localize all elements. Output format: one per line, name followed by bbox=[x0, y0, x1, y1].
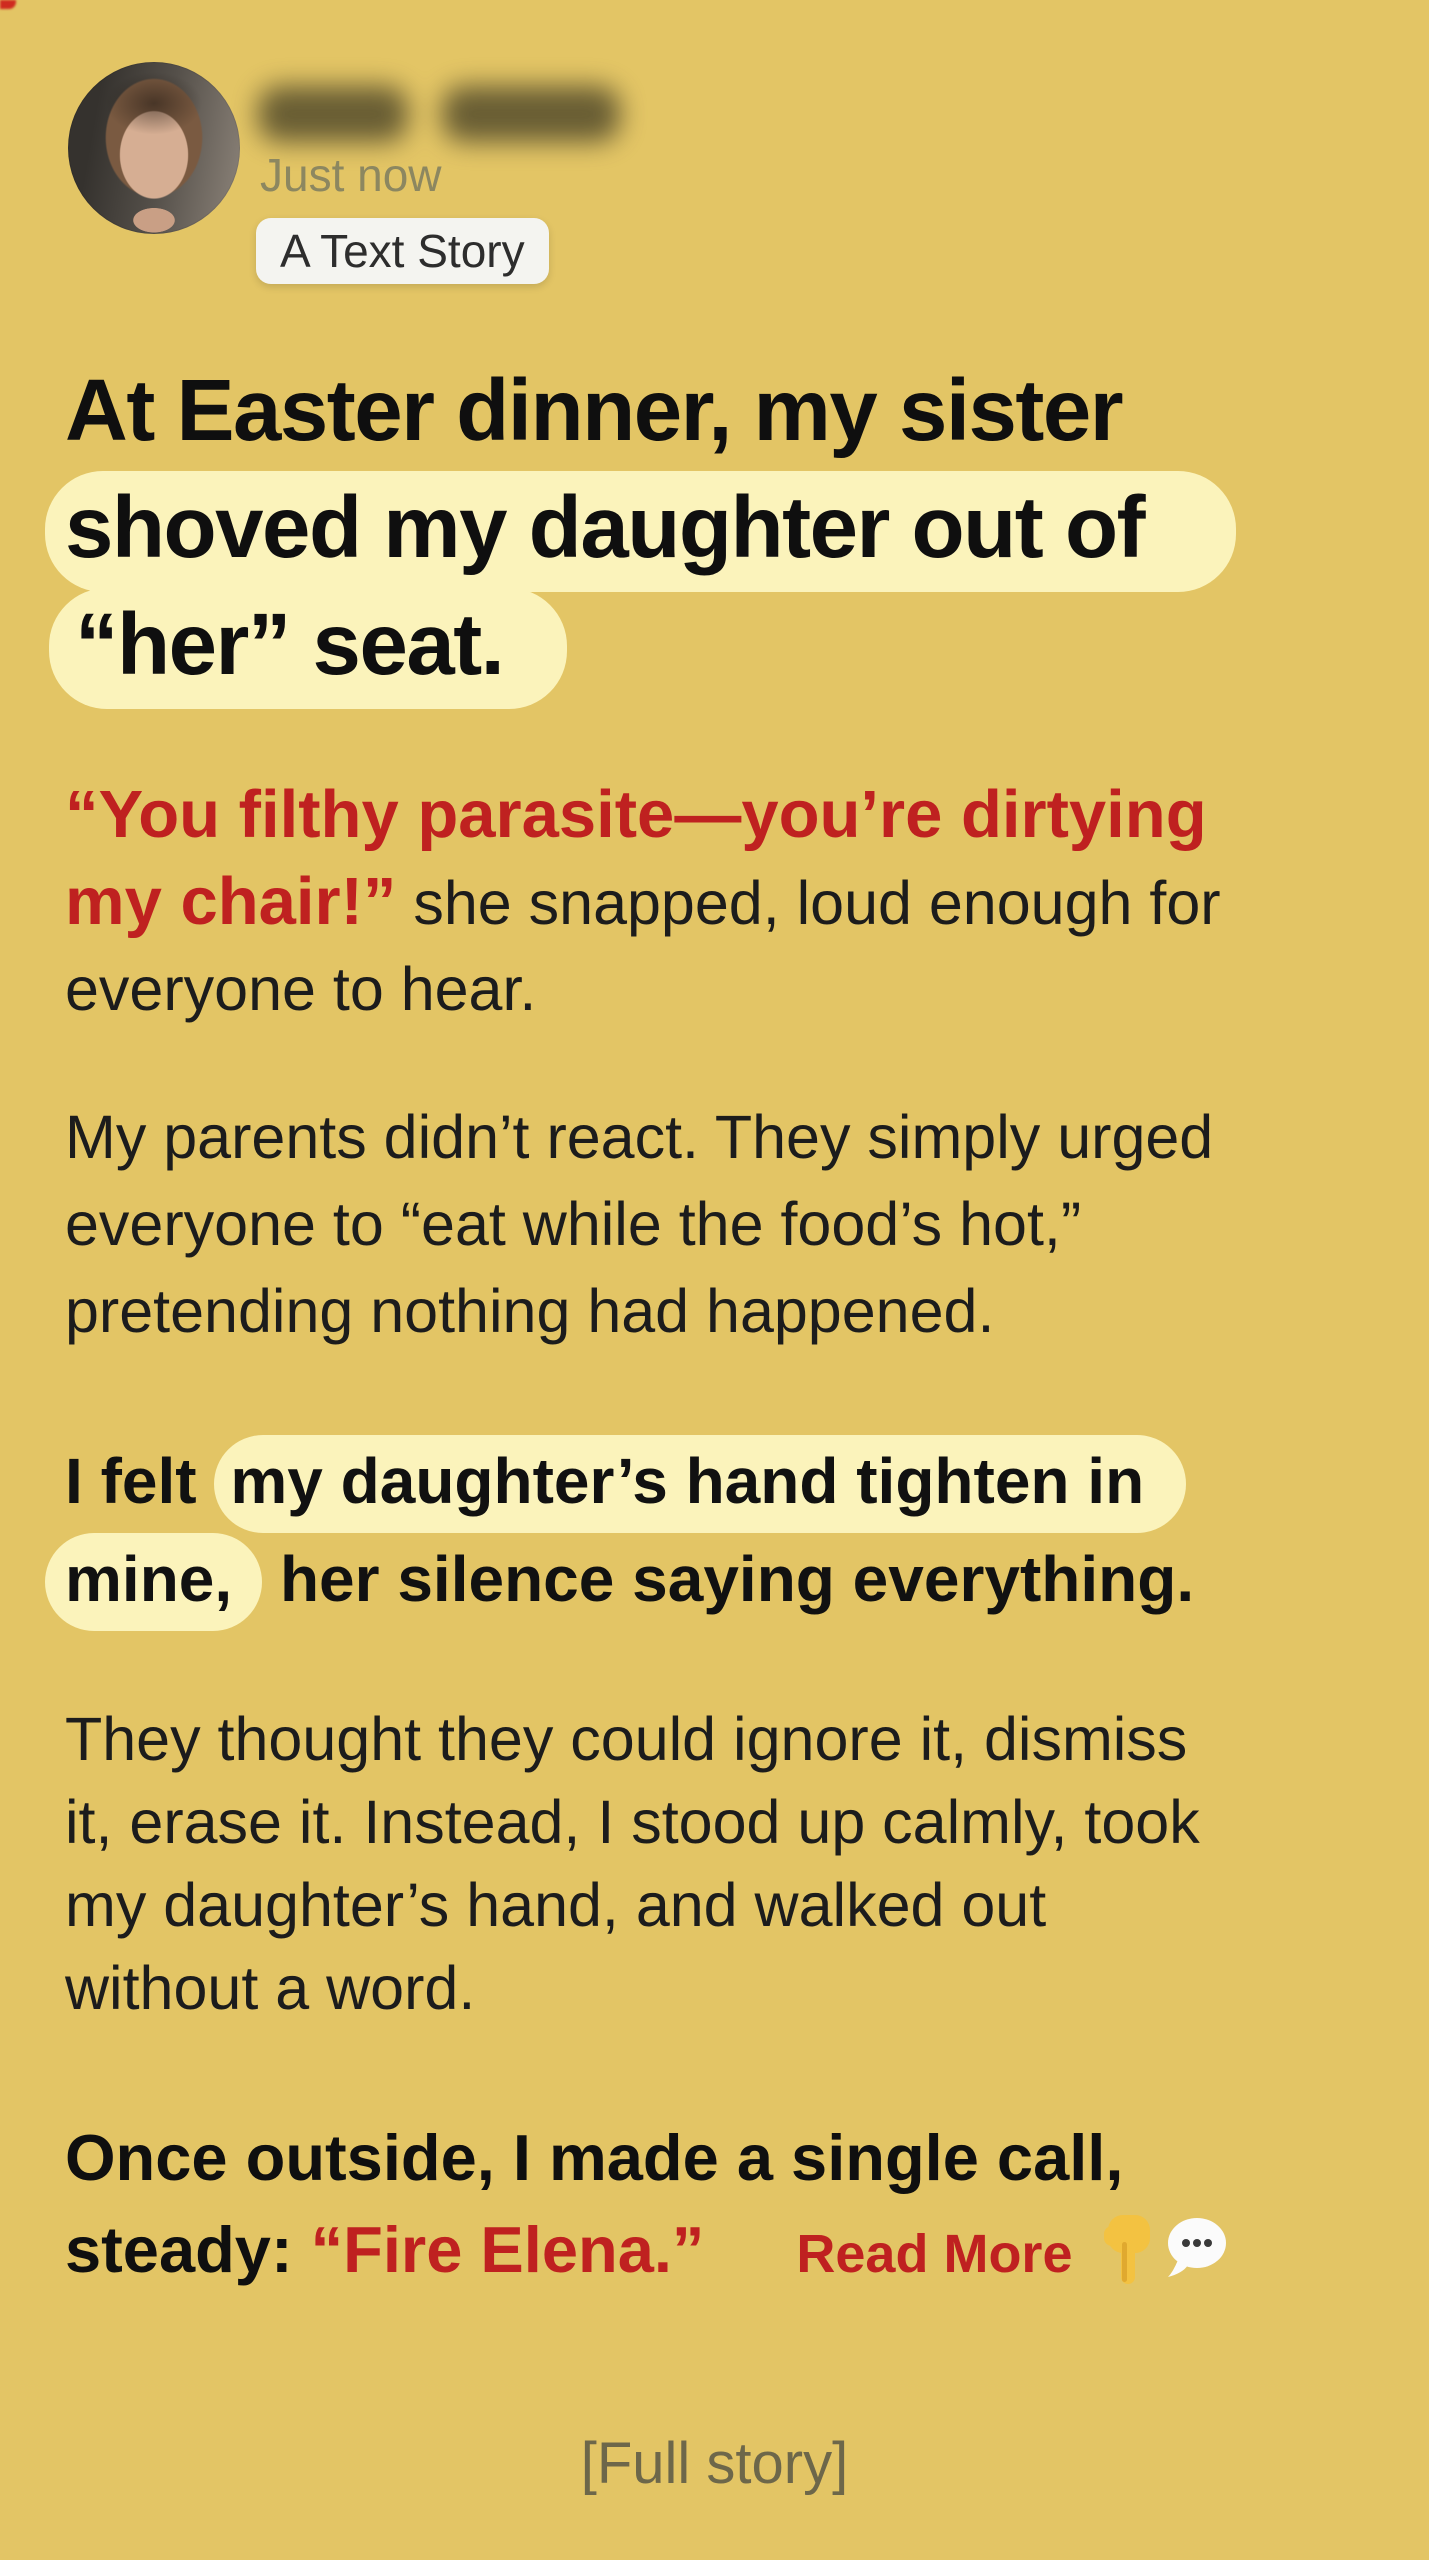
quote-line-1 bbox=[65, 772, 1221, 859]
red-quote-text: “Fire Elena.” bbox=[310, 2213, 705, 2286]
plain-text: everyone to hear. bbox=[65, 955, 537, 1023]
paragraph-line bbox=[65, 1432, 1194, 1530]
blur-blob bbox=[258, 86, 408, 142]
story-paragraph-2 bbox=[65, 1094, 1213, 1355]
highlighted-text: my daughter’s hand tighten in bbox=[214, 1435, 1186, 1533]
bold-text: her silence saying everything. bbox=[262, 1543, 1195, 1615]
cropped-red-corner-artifact bbox=[0, 0, 16, 9]
highlighted-text: shoved my daughter out of bbox=[45, 471, 1236, 592]
avatar[interactable] bbox=[68, 62, 240, 234]
story-type-badge bbox=[256, 218, 549, 284]
paragraph-line: Once outside, I made a single call, bbox=[65, 2121, 1124, 2194]
bold-text: I felt bbox=[65, 1445, 215, 1517]
story-type-badge-label: A Text Story bbox=[280, 225, 525, 277]
pointing-down-finger-icon bbox=[1102, 2212, 1154, 2286]
quote-line-3 bbox=[65, 946, 1221, 1032]
story-paragraph-5 bbox=[65, 2112, 1228, 2300]
emoji-group bbox=[1102, 2212, 1228, 2286]
bold-text: steady: bbox=[65, 2213, 311, 2286]
quote-paragraph bbox=[65, 772, 1221, 1032]
paragraph-line: everyone to “eat while the food’s hot,” bbox=[65, 1190, 1082, 1258]
story-headline bbox=[65, 352, 1236, 703]
paragraph-line: pretending nothing had happened. bbox=[65, 1277, 995, 1345]
paragraph-line: They thought they could ignore it, dismiss bbox=[65, 1705, 1188, 1773]
paragraph-line: My parents didn’t react. They simply urged bbox=[65, 1103, 1214, 1171]
paragraph-line: my daughter’s hand, and walked out bbox=[65, 1871, 1047, 1939]
paragraph-line bbox=[65, 1530, 1194, 1628]
paragraph-line: it, erase it. Instead, I stood up calmly, took bbox=[65, 1788, 1200, 1856]
post-timestamp: Just now bbox=[260, 149, 442, 201]
headline-line-1: At Easter dinner, my sister bbox=[65, 362, 1123, 459]
quote-line-2 bbox=[65, 859, 1221, 946]
plain-text: she snapped, loud enough for bbox=[396, 869, 1221, 937]
paragraph-line: without a word. bbox=[65, 1954, 476, 2022]
highlighted-text: mine, bbox=[45, 1533, 262, 1631]
speech-balloon-icon bbox=[1164, 2216, 1228, 2282]
author-name-blurred[interactable] bbox=[258, 86, 620, 142]
red-quote-text: “You filthy parasite—you’re dirtying bbox=[65, 777, 1207, 852]
headline-line-2 bbox=[65, 469, 1236, 586]
highlighted-text: “her” seat. bbox=[49, 588, 567, 709]
story-paragraph-3 bbox=[65, 1432, 1194, 1628]
paragraph-line bbox=[65, 2204, 1228, 2300]
red-quote-text: my chair!” bbox=[65, 864, 397, 939]
blur-blob bbox=[442, 86, 620, 142]
headline-line-3 bbox=[65, 586, 1236, 703]
read-more-label[interactable]: Read More bbox=[796, 2224, 1073, 2284]
full-story-note: [Full story] bbox=[580, 2431, 849, 2496]
story-paragraph-4 bbox=[65, 1698, 1200, 2030]
